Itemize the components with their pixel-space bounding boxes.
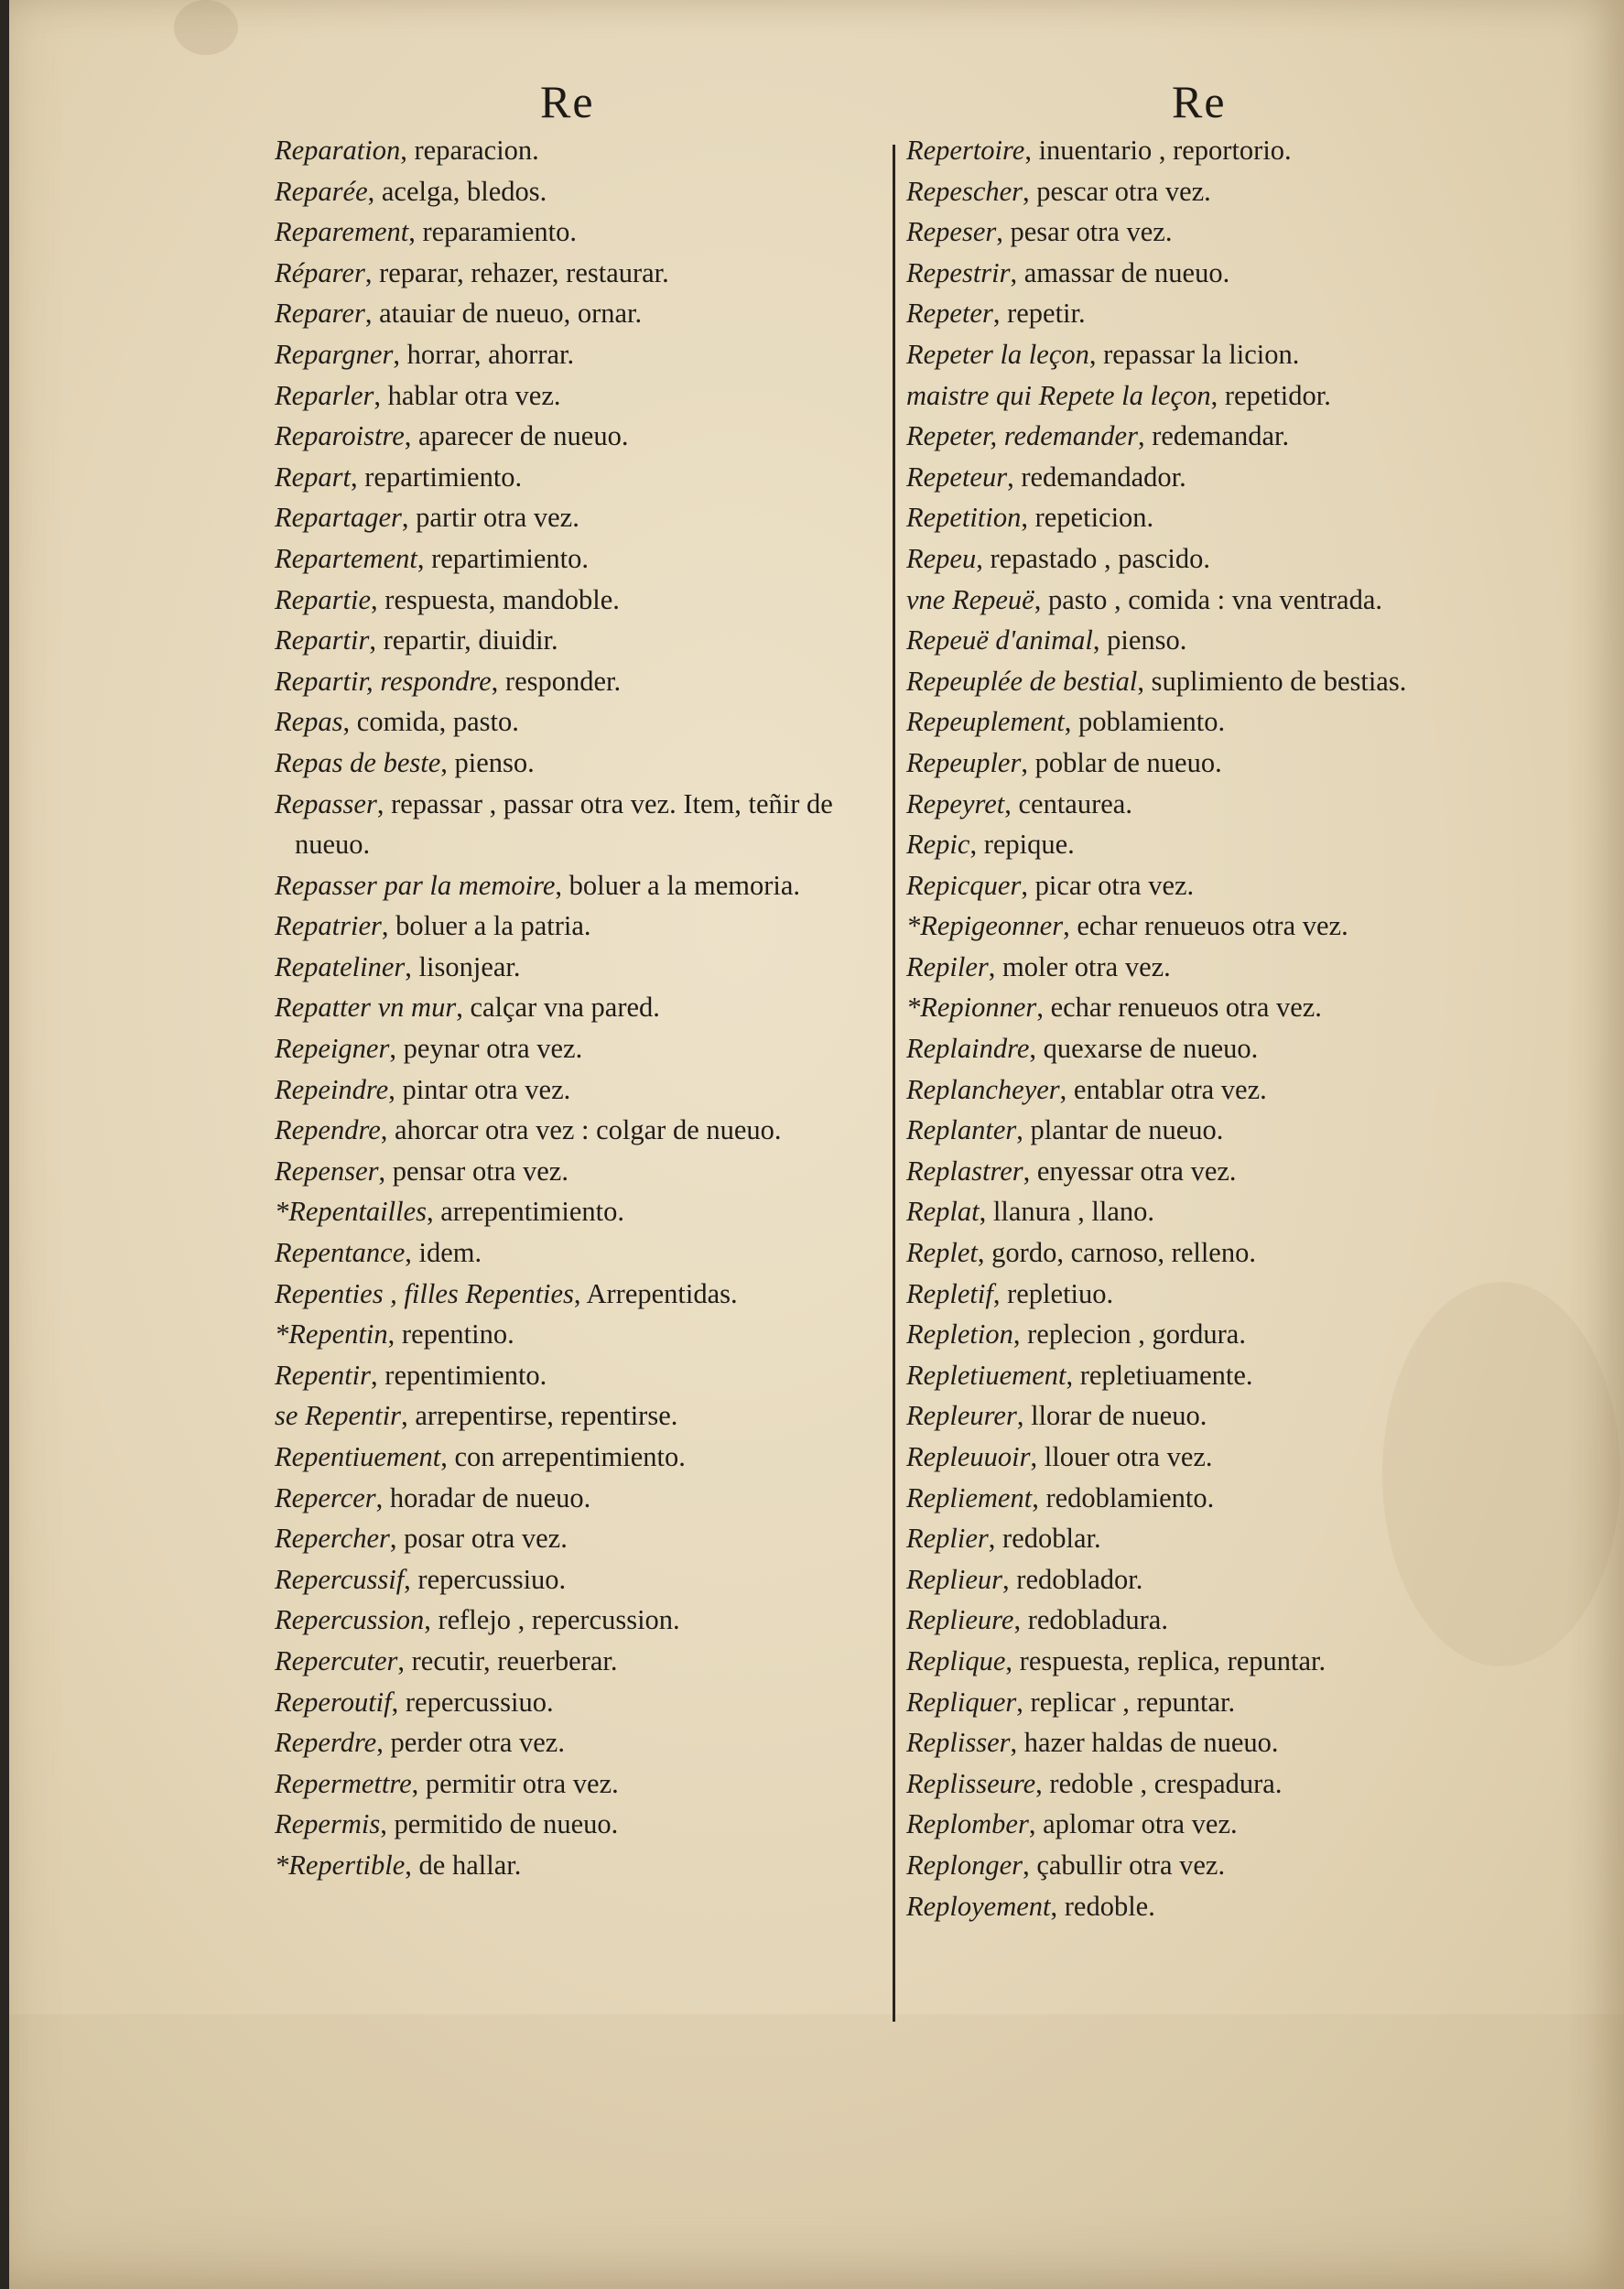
entry-headword: vne Repeuë (906, 583, 1034, 615)
entry-translation: , redoble , crespadura. (1035, 1767, 1283, 1799)
entry-translation: , plantar de nueuo. (1016, 1114, 1224, 1146)
entry-headword: maistre qui Repete la leçon (906, 379, 1211, 411)
entry-headword: Repeyret (906, 787, 1005, 819)
entry-translation: , redoblamiento. (1032, 1481, 1215, 1513)
dictionary-entry (275, 620, 879, 661)
entry-translation: , permitir otra vez. (411, 1767, 619, 1799)
entry-translation: , perder otra vez. (376, 1727, 565, 1759)
entry-translation: , enyessar otra vez. (1023, 1155, 1237, 1187)
entry-headword: Repermis (275, 1808, 381, 1840)
entry-translation: , repeticion. (1021, 502, 1154, 534)
entry-headword: Repletion (906, 1318, 1013, 1351)
entry-translation: , repartimiento. (417, 542, 590, 574)
dictionary-entry (275, 784, 879, 865)
entry-translation: , respuesta, mandoble. (371, 583, 620, 615)
entry-headword: Repermettre (275, 1767, 412, 1799)
dictionary-entry (275, 538, 879, 580)
entry-translation: , pesar otra vez. (996, 216, 1173, 248)
entry-translation: , permitido de nueuo. (380, 1808, 619, 1840)
dictionary-entry (275, 334, 879, 375)
dictionary-entry (906, 1395, 1529, 1437)
entry-headword: Replisseure (906, 1767, 1036, 1799)
entry-headword: Repeuplée de bestial (906, 665, 1138, 697)
entry-headword: Replieure (906, 1604, 1014, 1636)
dictionary-entry (275, 293, 879, 334)
entry-translation: , llouer otra vez. (1030, 1441, 1213, 1472)
entry-headword: Repercussion (275, 1604, 425, 1636)
entry-headword: Replonger (906, 1849, 1023, 1881)
entry-translation: , atauiar de nueuo, ornar. (364, 298, 643, 330)
entry-headword: Repas (275, 706, 343, 738)
entry-headword: Repartie (275, 583, 372, 615)
dictionary-entry (275, 416, 879, 457)
entry-headword: Reployement (906, 1890, 1051, 1922)
dictionary-entry (906, 824, 1529, 865)
entry-translation: , redoblador. (1002, 1563, 1143, 1595)
entry-translation: , replicar , repuntar. (1016, 1686, 1236, 1718)
entry-headword: Reparler (275, 379, 374, 411)
entry-translation: , reparar, rehazer, restaurar. (364, 256, 669, 288)
entry-headword: *Repertible (275, 1849, 406, 1881)
dictionary-entry (275, 865, 879, 906)
dictionary-entry (906, 212, 1529, 253)
dictionary-entry (906, 416, 1529, 457)
entry-headword: Replet (906, 1237, 978, 1269)
entry-headword: Reparation (275, 135, 401, 166)
dictionary-entry (275, 375, 879, 417)
entry-translation: , arrepentirse, repentirse. (401, 1400, 678, 1432)
dictionary-entry (906, 784, 1529, 825)
entry-translation: , pintar otra vez. (388, 1073, 571, 1105)
entry-translation: , Arrepentidas. (573, 1277, 738, 1309)
dictionary-entry (275, 580, 879, 621)
entry-headword: Reperoutif (275, 1686, 392, 1718)
entry-translation: , redoblar. (988, 1523, 1101, 1555)
dictionary-entry (906, 457, 1529, 498)
entry-headword: Repestrir (906, 256, 1011, 288)
entry-translation: , comida, pasto. (342, 706, 519, 738)
dictionary-entry (906, 253, 1529, 294)
dictionary-entry (906, 865, 1529, 906)
entry-headword: Reparement (275, 216, 409, 248)
dictionary-entry (906, 334, 1529, 375)
dictionary-entry (275, 1355, 879, 1396)
dictionary-entry (906, 1763, 1529, 1805)
dictionary-entry (275, 1722, 879, 1763)
entry-headword: Replieur (906, 1563, 1003, 1595)
dictionary-entry (906, 620, 1529, 661)
dictionary-entry (275, 1478, 879, 1519)
dictionary-entry (906, 1600, 1529, 1641)
entry-headword: Repertoire (906, 135, 1025, 166)
entry-translation: , pensar otra vez. (378, 1155, 568, 1187)
dictionary-entry (275, 1763, 879, 1805)
dictionary-entry (906, 1191, 1529, 1232)
entry-headword: Repeteur (906, 461, 1008, 493)
entry-headword: Replier (906, 1523, 989, 1555)
dictionary-page (9, 0, 1624, 2289)
left-column (275, 130, 879, 1886)
entry-headword: Repentance (275, 1237, 406, 1269)
entry-translation: , repercussiuo. (391, 1686, 554, 1718)
dictionary-entry (275, 906, 879, 947)
entry-translation: , reparacion. (400, 135, 539, 166)
entry-headword: Repeu (906, 542, 977, 574)
dictionary-entry (275, 457, 879, 498)
column-divider (893, 145, 895, 2022)
dictionary-entry (906, 701, 1529, 743)
dictionary-entry (275, 130, 879, 171)
entry-headword: Reparée (275, 175, 368, 207)
dictionary-entry (275, 171, 879, 212)
entry-translation: , redoble. (1050, 1890, 1155, 1922)
entry-headword: Repasser (275, 787, 377, 819)
right-column (906, 130, 1529, 1926)
dictionary-entry (275, 1845, 879, 1886)
entry-translation: , picar otra vez. (1021, 869, 1195, 901)
entry-translation: , repetidor. (1210, 379, 1331, 411)
entry-translation: , hazer haldas de nueuo. (1010, 1727, 1279, 1759)
entry-headword: Repeigner (275, 1033, 390, 1065)
dictionary-entry (906, 1314, 1529, 1355)
entry-translation: , posar otra vez. (389, 1523, 568, 1555)
entry-translation: , centaurea. (1004, 787, 1132, 819)
dictionary-entry (275, 1232, 879, 1274)
entry-translation: , pescar otra vez. (1023, 175, 1211, 207)
entry-translation: , pasto , comida : vna ventrada. (1034, 583, 1382, 615)
dictionary-entry (275, 1151, 879, 1192)
entry-translation: , repassar , passar otra vez. Item, teñir de nueuo. (295, 787, 833, 861)
entry-translation: , repartir, diuidir. (369, 624, 558, 656)
dictionary-entry (275, 701, 879, 743)
entry-translation: , repetir. (992, 298, 1086, 330)
entry-headword: Repeter (906, 298, 993, 330)
entry-translation: , ahorcar otra vez : colgar de nueuo. (380, 1114, 782, 1146)
entry-headword: Repercuter (275, 1644, 398, 1676)
entry-translation: , gordo, carnoso, relleno. (977, 1237, 1256, 1269)
entry-headword: *Repigeonner (906, 910, 1064, 942)
entry-headword: Repeter, redemander (906, 420, 1138, 452)
dictionary-entry (906, 1028, 1529, 1069)
entry-translation: , aplomar otra vez. (1028, 1808, 1238, 1840)
entry-translation: , poblamiento. (1064, 706, 1226, 738)
dictionary-entry (275, 1804, 879, 1845)
dictionary-entry (275, 743, 879, 784)
dictionary-entry (906, 1478, 1529, 1519)
entry-headword: Replancheyer (906, 1073, 1060, 1105)
entry-translation: , poblar de nueuo. (1021, 746, 1222, 778)
entry-headword: Reparoistre (275, 420, 405, 452)
dictionary-entry (906, 1355, 1529, 1396)
entry-translation: , arrepentimiento. (427, 1196, 624, 1228)
right-running-header: Re (1172, 76, 1227, 127)
dictionary-entry (275, 497, 879, 538)
entry-headword: Replat (906, 1196, 980, 1228)
dictionary-entry (906, 375, 1529, 417)
bottom-stain (9, 2014, 1624, 2289)
entry-translation: , suplimiento de bestias. (1137, 665, 1407, 697)
dictionary-entry (275, 947, 879, 988)
entry-headword: Replique (906, 1644, 1006, 1676)
dictionary-entry (906, 661, 1529, 702)
dictionary-entry (275, 1028, 879, 1069)
entry-translation: , redemandador. (1007, 461, 1186, 493)
dictionary-entry (275, 1641, 879, 1682)
entry-translation: , repentino. (387, 1318, 514, 1351)
entry-headword: Repleuuoir (906, 1441, 1031, 1472)
entry-translation: , amassar de nueuo. (1010, 256, 1230, 288)
entry-translation: , echar renueuos otra vez. (1036, 992, 1322, 1024)
dictionary-entry (275, 1437, 879, 1478)
entry-headword: Repart (275, 461, 352, 493)
entry-headword: Repenties , filles Repenties (275, 1277, 574, 1309)
entry-headword: Repeuplement (906, 706, 1065, 738)
entry-headword: Repeser (906, 216, 997, 248)
entry-translation: , responder. (491, 665, 622, 697)
entry-translation: , repletiuamente. (1066, 1359, 1253, 1391)
dictionary-entry (906, 987, 1529, 1028)
entry-headword: Replanter (906, 1114, 1017, 1146)
entry-translation: , acelga, bledos. (367, 175, 547, 207)
dictionary-entry (275, 253, 879, 294)
entry-headword: Repatrier (275, 910, 382, 942)
dictionary-entry (906, 1722, 1529, 1763)
entry-translation: , redemandar. (1137, 420, 1290, 452)
dictionary-entry (906, 947, 1529, 988)
entry-translation: , repentimiento. (371, 1359, 547, 1391)
entry-headword: *Repionner (906, 992, 1037, 1024)
entry-translation: , redobladura. (1013, 1604, 1168, 1636)
entry-translation: , partir otra vez. (401, 502, 579, 534)
dictionary-entry (906, 293, 1529, 334)
entry-translation: , inuentario , reportorio. (1024, 135, 1292, 166)
dictionary-entry (906, 743, 1529, 784)
dictionary-entry (906, 171, 1529, 212)
dictionary-entry (275, 1069, 879, 1111)
entry-translation: , hablar otra vez. (374, 379, 561, 411)
entry-translation: , reparamiento. (408, 216, 577, 248)
entry-headword: Repletiuement (906, 1359, 1066, 1391)
dictionary-entry (275, 1314, 879, 1355)
entry-translation: , horrar, ahorrar. (393, 338, 575, 370)
entry-headword: *Repentin (275, 1318, 388, 1351)
entry-translation: , boluer a la memoria. (555, 869, 800, 901)
entry-headword: Repeupler (906, 746, 1022, 778)
entry-headword: Repas de beste (275, 746, 441, 778)
entry-translation: , repique. (969, 829, 1075, 861)
entry-translation: , repastado , pascido. (976, 542, 1210, 574)
entry-headword: Rependre (275, 1114, 381, 1146)
entry-headword: Repicquer (906, 869, 1022, 901)
entry-translation: , replecion , gordura. (1012, 1318, 1246, 1351)
entry-headword: Replaindre (906, 1033, 1030, 1065)
entry-headword: Repartir (275, 624, 370, 656)
entry-translation: , de hallar. (405, 1849, 522, 1881)
entry-headword: Reperdre (275, 1727, 377, 1759)
entry-headword: Repic (906, 829, 970, 861)
entry-headword: Repentir (275, 1359, 372, 1391)
dictionary-entry (906, 1886, 1529, 1927)
entry-headword: Repartir, respondre (275, 665, 492, 697)
entry-translation: , pienso. (1092, 624, 1187, 656)
dictionary-entry (275, 1600, 879, 1641)
dictionary-entry (906, 1069, 1529, 1111)
entry-headword: Repercussif (275, 1563, 405, 1595)
entry-headword: Repartager (275, 502, 402, 534)
entry-translation: , quexarse de nueuo. (1029, 1033, 1259, 1065)
entry-headword: Repliquer (906, 1686, 1017, 1718)
entry-translation: , reflejo , repercussion. (424, 1604, 680, 1636)
dictionary-entry (906, 497, 1529, 538)
entry-translation: , lisonjear. (405, 950, 521, 982)
entry-headword: Repetition (906, 502, 1022, 534)
dictionary-entry (906, 1437, 1529, 1478)
entry-headword: se Repentir (275, 1400, 402, 1432)
entry-translation: , echar renueuos otra vez. (1063, 910, 1348, 942)
entry-translation: , calçar vna pared. (456, 992, 660, 1024)
dictionary-entry (906, 1274, 1529, 1315)
entry-translation: , llanura , llano. (979, 1196, 1155, 1228)
entry-translation: , çabullir otra vez. (1023, 1849, 1226, 1881)
dictionary-entry (275, 212, 879, 253)
entry-translation: , peynar otra vez. (389, 1033, 583, 1065)
entry-headword: Repatter vn mur (275, 992, 457, 1024)
entry-headword: Replomber (906, 1808, 1029, 1840)
dictionary-entry (906, 130, 1529, 171)
dictionary-entry (906, 1232, 1529, 1274)
dictionary-entry (906, 580, 1529, 621)
dictionary-entry (275, 661, 879, 702)
entry-headword: Repargner (275, 338, 394, 370)
dictionary-entry (906, 1559, 1529, 1600)
entry-translation: , repercussiuo. (404, 1563, 567, 1595)
entry-headword: Replisser (906, 1727, 1011, 1759)
entry-translation: , moler otra vez. (988, 950, 1171, 982)
entry-headword: Repeuë d'animal (906, 624, 1093, 656)
entry-headword: Reparer (275, 298, 365, 330)
entry-translation: , recutir, reuerberar. (397, 1644, 618, 1676)
dictionary-entry (906, 906, 1529, 947)
dictionary-entry (906, 1151, 1529, 1192)
dictionary-entry (275, 1682, 879, 1723)
dictionary-entry (275, 1274, 879, 1315)
dictionary-entry (906, 1641, 1529, 1682)
entry-headword: Repliement (906, 1481, 1033, 1513)
entry-headword: Repescher (906, 175, 1023, 207)
entry-headword: *Repentailles (275, 1196, 428, 1228)
entry-headword: Repeindre (275, 1073, 389, 1105)
entry-headword: Réparer (275, 256, 365, 288)
dictionary-entry (275, 1518, 879, 1559)
dictionary-entry (275, 987, 879, 1028)
entry-translation: , horadar de nueuo. (375, 1481, 591, 1513)
entry-translation: , idem. (405, 1237, 482, 1269)
entry-translation: , respuesta, replica, repuntar. (1005, 1644, 1326, 1676)
entry-headword: Repenser (275, 1155, 379, 1187)
entry-headword: Repletif (906, 1277, 993, 1309)
dictionary-entry (906, 1845, 1529, 1886)
entry-translation: , repassar la licion. (1088, 338, 1300, 370)
entry-headword: Repleurer (906, 1400, 1017, 1432)
entry-translation: , con arrepentimiento. (440, 1441, 686, 1472)
entry-headword: Repeter la leçon (906, 338, 1089, 370)
dictionary-entry (906, 1518, 1529, 1559)
left-running-header: Re (540, 76, 595, 127)
entry-headword: Repentiuement (275, 1441, 441, 1472)
entry-translation: , repartimiento. (351, 461, 523, 493)
dictionary-entry (275, 1395, 879, 1437)
entry-translation: , pienso. (440, 746, 535, 778)
entry-headword: Repiler (906, 950, 989, 982)
dictionary-entry (275, 1559, 879, 1600)
dictionary-entry (906, 1682, 1529, 1723)
entry-translation: , boluer a la patria. (381, 910, 591, 942)
dictionary-entry (275, 1191, 879, 1232)
entry-headword: Repasser par la memoire (275, 869, 556, 901)
entry-headword: Repateliner (275, 950, 406, 982)
entry-headword: Repercer (275, 1481, 376, 1513)
entry-headword: Replastrer (906, 1155, 1023, 1187)
entry-headword: Repartement (275, 542, 417, 574)
entry-translation: , llorar de nueuo. (1016, 1400, 1207, 1432)
ink-stain (174, 0, 238, 55)
dictionary-entry (906, 538, 1529, 580)
entry-translation: , entablar otra vez. (1059, 1073, 1267, 1105)
dictionary-entry (906, 1110, 1529, 1151)
dictionary-entry (275, 1110, 879, 1151)
dictionary-entry (906, 1804, 1529, 1845)
entry-translation: , aparecer de nueuo. (404, 420, 629, 452)
entry-translation: , repletiuo. (992, 1277, 1114, 1309)
entry-headword: Repercher (275, 1523, 390, 1555)
